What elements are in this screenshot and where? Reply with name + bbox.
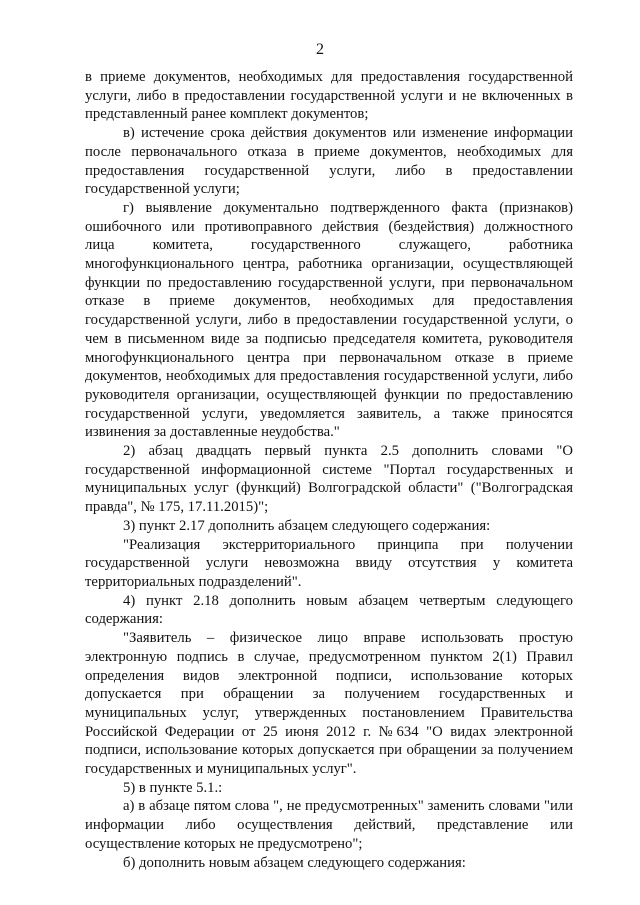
paragraph-item-5-a: а) в абзаце пятом слова ", не предусмотренных" заменить словами "или информации либо осуществления действий, представление или осуществление которых не предусмотрено"; (85, 798, 573, 852)
paragraph-item-5-b: б) дополнить новым абзацем следующего содержания: (123, 854, 466, 871)
page-number: 2 (316, 41, 324, 58)
paragraph-quote-2-17: "Реализация экстерриториального принципа при получении государственной услуги невозможна ввиду отсутствия у комитета территориальных подразделений". (85, 536, 573, 590)
paragraph-item-5: 5) в пункте 5.1.: (123, 779, 223, 796)
paragraph-continuation: в приеме документов, необходимых для предоставления государственной услуги, либо в предоставлении государственной услуги и не включенных в представленный ранее комплект документов; (85, 69, 573, 123)
paragraph-item-3: 3) пункт 2.17 дополнить абзацем следующего содержания: (123, 517, 491, 534)
paragraph-item-g: г) выявление документально подтвержденного факта (признаков) ошибочного или противоправного действия (бездействия) должностного лица комитета, государственного служащего, работника многофункционального центра, работника организации, осуществляющей функции по предоставлению государственной услуги, при первоначальном отказе в приеме документов, необходимых для предоставления государственной услуги, либо в предоставлении государственной услуги, о чем в письменном виде за подписью председателя комитета, руководителя многофункционального центра при первоначальном отказе в приеме документов, необходимых для предоставления государственной услуги, либо руководителя организации, осуществляющей функции по предоставлению государственной услуги, уведомляется заявитель, а также приносятся извинения за доставленные неудобства." (85, 199, 573, 441)
paragraph-quote-2-18: "Заявитель – физическое лицо вправе использовать простую электронную подпись в случае, предусмотренном пунктом 2(1) Правил определения видов электронной подписи, использование которых допускается при обращении за получением государственных и муниципальных услуг, утвержденных постановлением Правительства Российской Федерации от 25 июня 2012 г. №634 "О видах электронной подписи, использование которых допускается при обращении за получением государственных и муниципальных услуг". (85, 630, 573, 778)
paragraph-item-4: 4) пункт 2.18 дополнить новым абзацем четвертым следующего содержания: (85, 592, 573, 628)
document-body (85, 68, 573, 872)
paragraph-item-v: в) истечение срока действия документов или изменение информации после первоначального отказа в приеме документов, необходимых для предоставления государственной услуги, либо в предоставлении государственной услуги; (85, 125, 573, 198)
paragraph-item-2: 2) абзац двадцать первый пункта 2.5 дополнить словами "О государственной информационной системе "Портал государственных и муниципальных услуг (функций) Волгоградской области" ("Волгоградская правда", № 175, 17.11.2015)"; (85, 443, 573, 516)
